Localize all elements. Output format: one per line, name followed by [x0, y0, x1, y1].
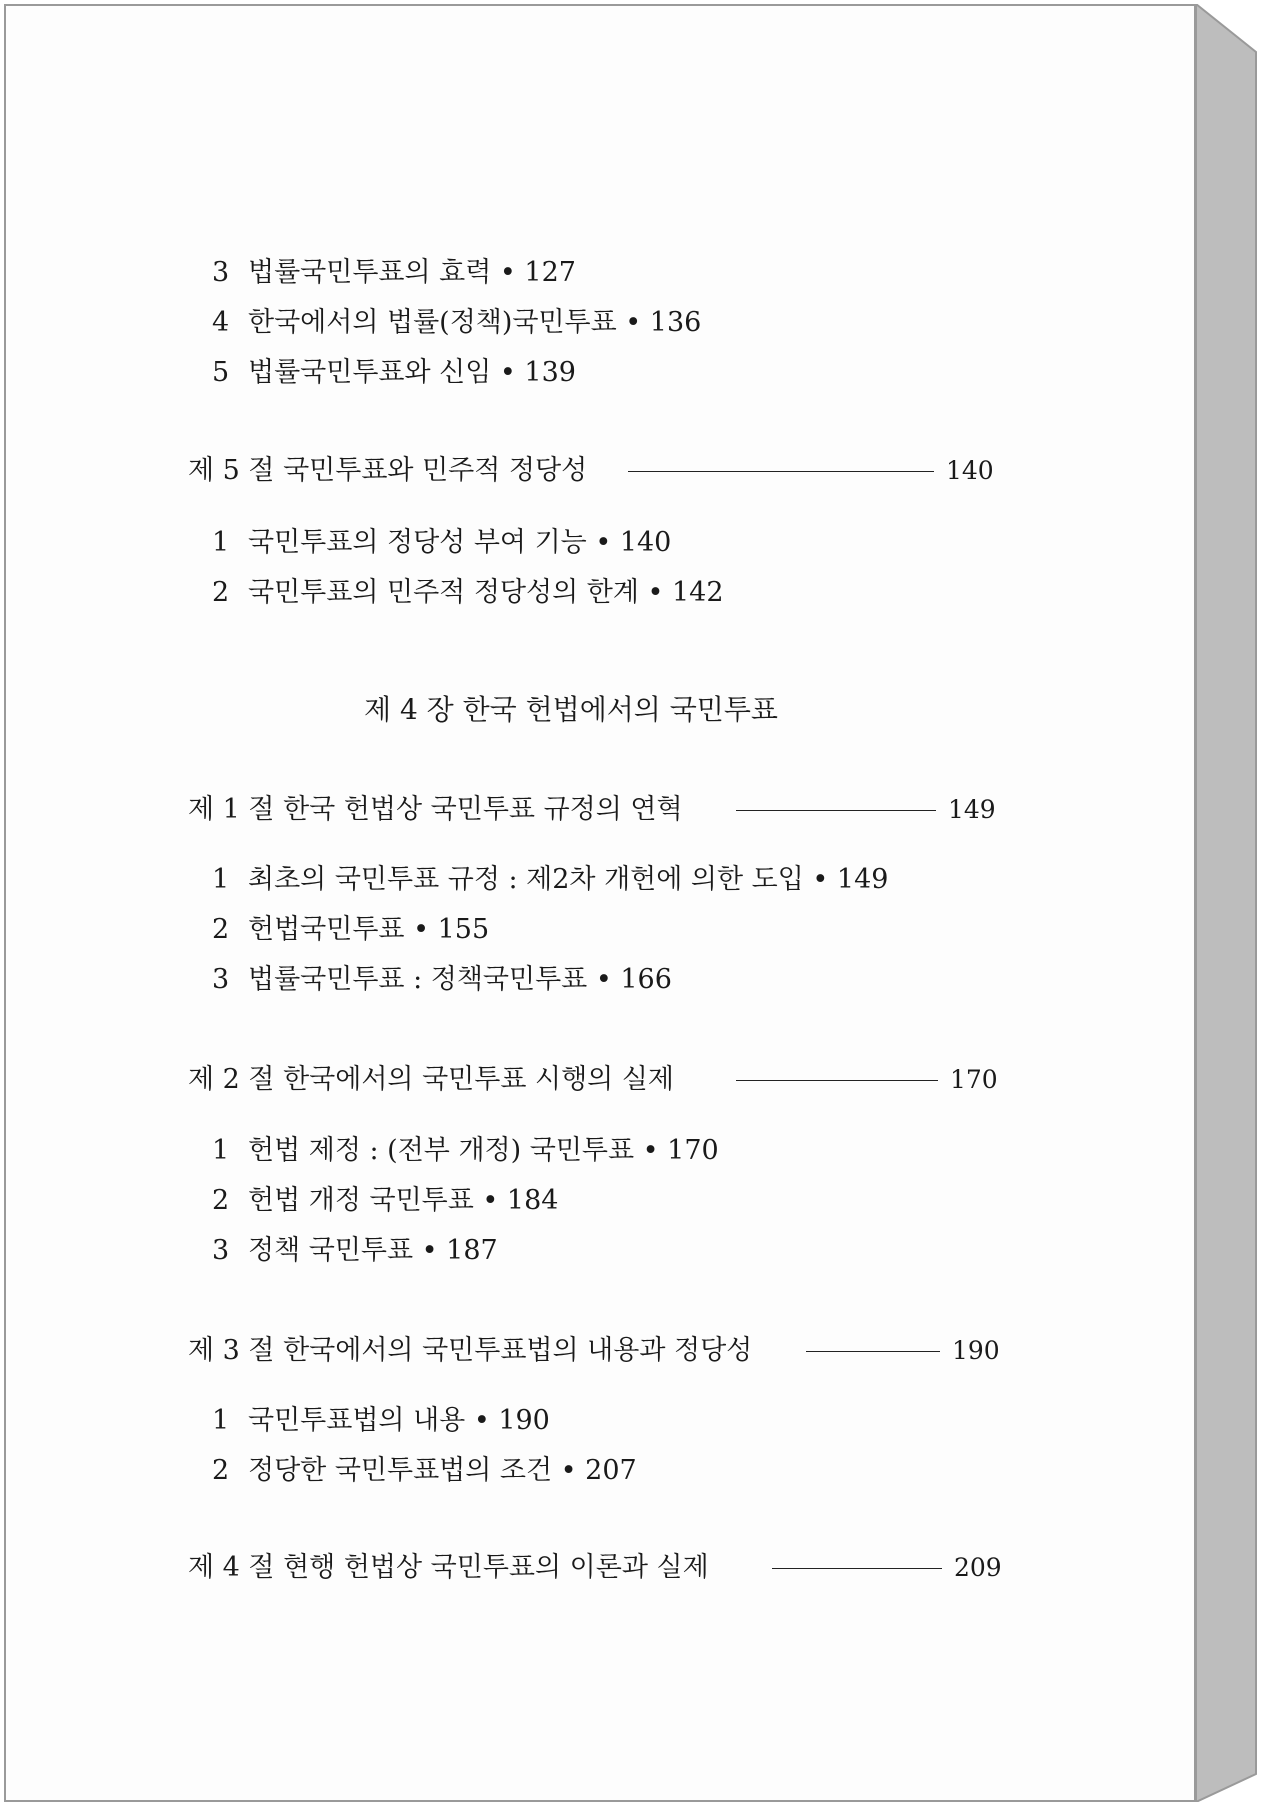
toc-item: 1 최초의 국민투표 규정 : 제2차 개헌에 의한 도입 • 149 [212, 864, 889, 895]
section-page-number: 209 [954, 1553, 1002, 1582]
toc-item: 2 정당한 국민투표법의 조건 • 207 [212, 1455, 637, 1486]
section-heading: 제 2 절 한국에서의 국민투표 시행의 실제 [188, 1064, 674, 1095]
section-page-number: 149 [948, 795, 996, 824]
section-page-number: 190 [952, 1336, 1000, 1365]
leader-line [628, 471, 934, 472]
book-spine-edge [1196, 4, 1266, 1802]
section-heading: 제 1 절 한국 헌법상 국민투표 규정의 연혁 [188, 794, 683, 825]
leader-line [736, 810, 936, 811]
toc-item: 4 한국에서의 법률(정책)국민투표 • 136 [212, 307, 702, 338]
section-page-number: 140 [946, 456, 994, 485]
toc-item: 3 정책 국민투표 • 187 [212, 1235, 498, 1266]
leader-line [806, 1351, 940, 1352]
toc-item: 3 법률국민투표의 효력 • 127 [212, 257, 576, 288]
toc-item: 2 헌법 개정 국민투표 • 184 [212, 1185, 559, 1216]
toc-item: 2 헌법국민투표 • 155 [212, 914, 490, 945]
leader-line [772, 1568, 942, 1569]
chapter-heading: 제 4 장 한국 헌법에서의 국민투표 [364, 693, 778, 726]
section-heading: 제 4 절 현행 헌법상 국민투표의 이론과 실제 [188, 1552, 709, 1583]
toc-item: 3 법률국민투표 : 정책국민투표 • 166 [212, 964, 672, 995]
toc-page [4, 4, 1196, 1802]
section-page-number: 170 [950, 1065, 998, 1094]
toc-item: 2 국민투표의 민주적 정당성의 한계 • 142 [212, 577, 724, 608]
toc-item: 1 국민투표의 정당성 부여 기능 • 140 [212, 527, 672, 558]
toc-item: 1 국민투표법의 내용 • 190 [212, 1405, 550, 1436]
toc-item: 1 헌법 제정 : (전부 개정) 국민투표 • 170 [212, 1135, 719, 1166]
section-heading: 제 3 절 한국에서의 국민투표법의 내용과 정당성 [188, 1335, 753, 1366]
leader-line [736, 1080, 938, 1081]
section-heading: 제 5 절 국민투표와 민주적 정당성 [188, 455, 588, 486]
toc-item: 5 법률국민투표와 신임 • 139 [212, 357, 576, 388]
